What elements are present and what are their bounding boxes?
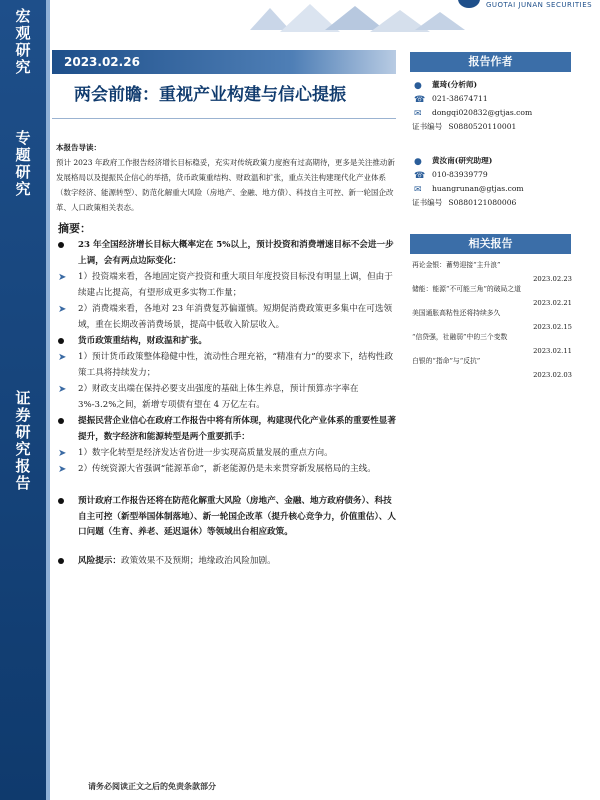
logo-text-junan: JUNAN bbox=[518, 1, 544, 9]
summary-item bbox=[58, 302, 396, 333]
summary-item-text: 2）消费端来看，各地对 23 年消费复苏偏谨慎。短期促消费政策更多集中在可选领域，重在长期改善消费场景，提高中低收入阶层收入。 bbox=[78, 304, 393, 330]
sidebar-label-macro: 宏 观 研 究 bbox=[15, 7, 31, 76]
summary-item bbox=[58, 270, 396, 301]
related-report-date: 2023.02.23 bbox=[533, 275, 572, 283]
left-sidebar bbox=[0, 0, 46, 800]
report-title: 两会前瞻：重视产业构建与信心提振 bbox=[74, 85, 346, 105]
related-report-item[interactable] bbox=[412, 331, 572, 355]
dot-bullet-icon bbox=[58, 554, 68, 571]
arrow-bullet-icon: ➤ bbox=[58, 464, 67, 475]
summary-item bbox=[58, 238, 396, 269]
report-date: 2023.02.26 bbox=[64, 55, 140, 69]
summary-item-text: 23 年全国经济增长目标大概率定在 5%以上，预计投资和消费增速目标不会进一步上调，会有两点边际变化： bbox=[78, 240, 394, 266]
author-email[interactable]: huangrunan@gtjas.com bbox=[432, 184, 524, 193]
author-phone: 010-83939779 bbox=[432, 170, 488, 179]
summary-heading: 摘要： bbox=[58, 222, 91, 235]
author-name: 黄汝南(研究助理) bbox=[432, 156, 493, 165]
arrow-bullet-icon: ➤ bbox=[58, 448, 67, 459]
related-report-item[interactable] bbox=[412, 355, 572, 379]
dot-bullet-icon bbox=[58, 238, 68, 255]
author-cert: S0880121080006 bbox=[448, 198, 517, 207]
summary-item bbox=[58, 334, 396, 350]
related-report-item[interactable] bbox=[412, 283, 572, 307]
phone-icon: ☎ bbox=[414, 171, 426, 181]
summary-item-text: 提振民营企业信心在政府工作报告中将有所体现，构建现代化产业体系的重要性显著提升，数字经济和能源转型是两个重要抓手： bbox=[78, 416, 396, 442]
arrow-bullet-icon: ➤ bbox=[58, 304, 67, 315]
summary-item-text: 1）预计货币政策整体稳健中性，流动性合理充裕，“精准有力”的要求下，结构性政策工具将持续发力； bbox=[78, 352, 394, 378]
summary-item bbox=[58, 382, 396, 413]
logo-text-securities: SECURITIES bbox=[546, 1, 593, 9]
related-report-title[interactable]: 白银的“指命”与“反抗” bbox=[412, 357, 481, 365]
summary-item-text: 2）传统资源大省强调“能源革命”，新老能源仍是未来贯穿新发展格局的主线。 bbox=[78, 464, 376, 474]
related-report-item[interactable] bbox=[412, 259, 572, 283]
email-icon: ✉ bbox=[414, 185, 422, 195]
related-report-title[interactable]: 美国通胀高粘性还将持续多久 bbox=[412, 309, 501, 317]
sidebar-label-special: 专 题 研 究 bbox=[15, 129, 31, 198]
guide-heading: 本报告导读： bbox=[56, 143, 101, 152]
related-report-title[interactable]: 储能：能源“不可能三角”的破局之道 bbox=[412, 285, 521, 293]
dot-bullet-icon bbox=[58, 334, 68, 351]
summary-item-text: 1）数字化转型是经济发达省份进一步实现高质量发展的重点方向。 bbox=[78, 448, 333, 458]
arrow-bullet-icon: ➤ bbox=[58, 272, 67, 283]
summary-item-text: 货币政策重结构，财政温和扩张。 bbox=[78, 336, 207, 346]
sidebar-accent-strip bbox=[46, 0, 50, 800]
author-card bbox=[412, 78, 572, 134]
summary-item bbox=[58, 494, 396, 541]
related-report-date: 2023.02.11 bbox=[533, 347, 572, 355]
related-heading: 相关报告 bbox=[410, 234, 571, 254]
person-icon: ● bbox=[414, 157, 422, 167]
guide-text: 预计 2023 年政府工作报告经济增长目标稳妥，充实对传统政策力度抱有过高期待，更多是关注推动新发展格局以及提振民企信心的举措，货币政策重结构、财政温和扩张，重点关注构建现代化产业体系（数字经济、能源转型）、防范化解重大风险（房地产、金融、地方债）、科技自主可控、新一轮国企改革、人口政策相关表态。 bbox=[56, 158, 395, 212]
company-logo bbox=[454, 0, 600, 14]
summary-item-text: 1）投资端来看，各地固定资产投资和重大项目年度投资目标没有明显上调，但由于续建占比提高，有望形成更多实物工作量； bbox=[78, 272, 393, 298]
summary-item bbox=[58, 554, 396, 570]
cert-label: 证书编号 bbox=[412, 122, 443, 131]
summary-item-text: 2）财政支出端在保持必要支出强度的基础上体生养息，预计预算赤字率在 3%-3.2%之间，新增专项债有望在 4 万亿左右。 bbox=[78, 384, 359, 410]
dot-bullet-icon bbox=[58, 494, 68, 511]
arrow-bullet-icon: ➤ bbox=[58, 352, 67, 363]
date-bar bbox=[52, 50, 396, 74]
arrow-bullet-icon: ➤ bbox=[58, 384, 67, 395]
related-report-date: 2023.02.21 bbox=[533, 299, 572, 307]
summary-item bbox=[58, 350, 396, 381]
related-report-item[interactable] bbox=[412, 307, 572, 331]
logo-mark-icon bbox=[458, 0, 480, 8]
person-icon: ● bbox=[414, 81, 422, 91]
related-report-title[interactable]: “信贷强，社融弱”中的三个变数 bbox=[412, 333, 508, 341]
header-diamond-art bbox=[240, 0, 470, 38]
logo-text-guotai: GUOTAI bbox=[486, 1, 516, 9]
email-icon: ✉ bbox=[414, 109, 422, 119]
related-report-date: 2023.02.15 bbox=[533, 323, 572, 331]
phone-icon: ☎ bbox=[414, 95, 426, 105]
summary-item-text: 风险提示：政策效果不及预期；地缘政治风险加剧。 bbox=[78, 556, 276, 566]
summary-item bbox=[58, 414, 396, 445]
summary-item-text: 预计政府工作报告还将在防范化解重大风险（房地产、金融、地方政府债务）、科技自主可控（新型举国体制落地）、新一轮国企改革（提升核心竞争力，价值重估）、人口问题（生育、养老、延迟退休）等领域出台相应政策。 bbox=[78, 496, 396, 537]
author-email[interactable]: dongqi020832@gtjas.com bbox=[432, 108, 533, 117]
author-cert: S0880520110001 bbox=[448, 122, 517, 131]
summary-item bbox=[58, 446, 396, 462]
summary-item-lead: 风险提示： bbox=[78, 556, 121, 566]
author-phone: 021-38674711 bbox=[432, 94, 488, 103]
authors-heading: 报告作者 bbox=[410, 52, 571, 72]
footer-disclaimer: 请务必阅读正文之后的免责条款部分 bbox=[88, 781, 216, 791]
report-guide bbox=[56, 140, 396, 215]
cert-label: 证书编号 bbox=[412, 198, 443, 207]
author-card bbox=[412, 154, 572, 210]
related-report-title[interactable]: 再论金银：蓄势迎接“主升浪” bbox=[412, 261, 501, 269]
sidebar-label-securities-report: 证 券 研 究 报 告 bbox=[15, 389, 31, 492]
author-name: 董琦(分析师) bbox=[432, 80, 478, 89]
dot-bullet-icon bbox=[58, 414, 68, 431]
title-divider bbox=[52, 118, 396, 119]
summary-item bbox=[58, 462, 396, 478]
related-report-date: 2023.02.03 bbox=[533, 371, 572, 379]
header-band bbox=[50, 0, 600, 40]
